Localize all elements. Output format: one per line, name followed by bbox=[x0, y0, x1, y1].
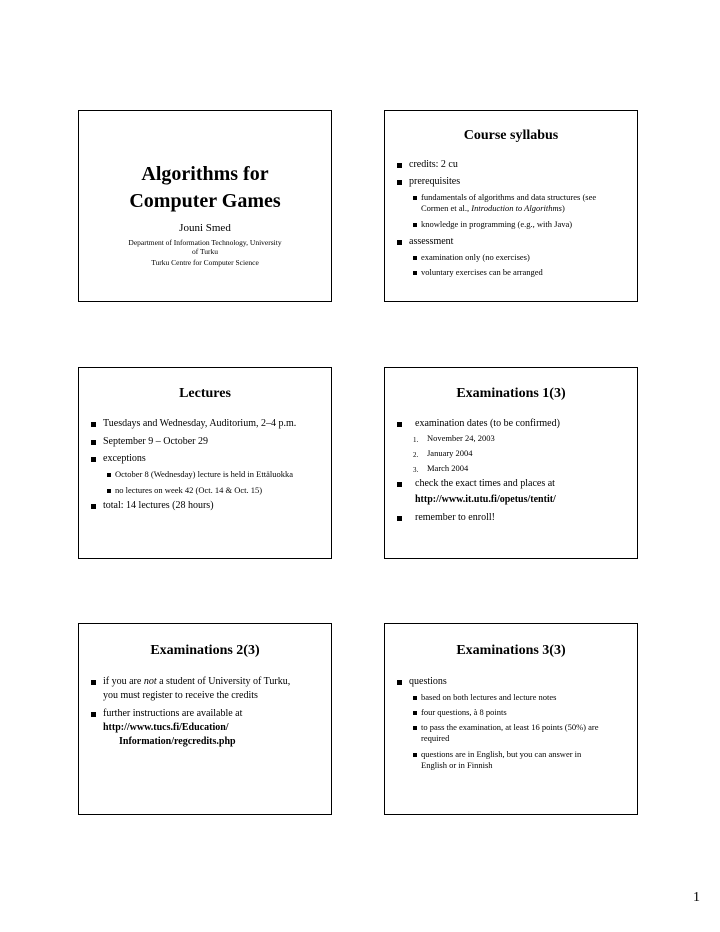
bullet-text: September 9 – October 29 bbox=[103, 436, 208, 447]
sub-bullet-text: to pass the examination, at least 16 points (50%) are bbox=[421, 722, 599, 732]
text-run: Cormen et al., bbox=[421, 203, 472, 213]
bullet-icon bbox=[397, 482, 402, 487]
bullet-icon bbox=[397, 422, 402, 427]
bullet-icon bbox=[397, 240, 402, 245]
bullet-text: check the exact times and places at bbox=[415, 478, 555, 489]
sub-bullet-text: based on both lectures and lecture notes bbox=[421, 692, 557, 702]
bullet-icon bbox=[91, 712, 96, 717]
sub-bullet-text: knowledge in programming (e.g., with Java) bbox=[421, 219, 573, 229]
bullet-icon bbox=[91, 504, 96, 509]
bullet-text-cont: you must register to receive the credits bbox=[103, 690, 258, 701]
sub-bullet-text-cont bbox=[421, 203, 565, 214]
slide-heading: Examinations 3(3) bbox=[456, 643, 566, 658]
registration-link-line2[interactable]: Information/regcredits.php bbox=[119, 736, 236, 747]
sub-bullet-text: four questions, à 8 points bbox=[421, 707, 507, 717]
bullet-icon bbox=[413, 696, 417, 700]
list-number: 3. bbox=[413, 466, 419, 474]
slide-examinations-1 bbox=[384, 367, 638, 559]
bullet-text: questions bbox=[409, 676, 447, 687]
sub-bullet-text: questions are in English, but you can answer in bbox=[421, 749, 582, 759]
text-run: if you are bbox=[103, 676, 144, 687]
numbered-item: January 2004 bbox=[427, 448, 473, 458]
list-number: 2. bbox=[413, 451, 419, 459]
bullet-icon bbox=[413, 196, 417, 200]
bullet-text: exceptions bbox=[103, 453, 146, 464]
slide-examinations-3 bbox=[384, 623, 638, 815]
author-name: Jouni Smed bbox=[179, 222, 231, 234]
bullet-icon bbox=[413, 711, 417, 715]
bullet-icon bbox=[91, 680, 96, 685]
bullet-text: assessment bbox=[409, 236, 454, 247]
exam-info-link[interactable]: http://www.it.utu.fi/opetus/tentit/ bbox=[415, 494, 556, 505]
bullet-icon bbox=[413, 223, 417, 227]
bullet-text bbox=[103, 675, 290, 688]
sub-bullet-text: examination only (no exercises) bbox=[421, 252, 530, 262]
bullet-icon bbox=[413, 256, 417, 260]
sub-bullet-text: fundamentals of algorithms and data structures (see bbox=[421, 192, 597, 202]
slide-title-heading-line1: Algorithms for bbox=[141, 163, 269, 185]
page-number: 1 bbox=[693, 890, 700, 905]
bullet-icon bbox=[107, 489, 111, 493]
book-title: Introduction to Algorithms bbox=[471, 203, 562, 213]
sub-bullet-text: no lectures on week 42 (Oct. 14 & Oct. 15) bbox=[115, 485, 263, 495]
affiliation-line3: Turku Centre for Computer Science bbox=[151, 258, 259, 267]
registration-link-line1[interactable]: http://www.tucs.fi/Education/ bbox=[103, 722, 229, 733]
slide-examinations-2 bbox=[78, 623, 332, 815]
slide-heading: Examinations 1(3) bbox=[456, 386, 566, 401]
bullet-icon bbox=[397, 680, 402, 685]
bullet-icon bbox=[91, 440, 96, 445]
affiliation-line2: of Turku bbox=[191, 247, 219, 256]
bullet-icon bbox=[413, 753, 417, 757]
sub-bullet-text: October 8 (Wednesday) lecture is held in Ettäluokka bbox=[115, 469, 293, 479]
bullet-text: prerequisites bbox=[409, 176, 461, 187]
bullet-text: total: 14 lectures (28 hours) bbox=[103, 500, 214, 511]
list-number: 1. bbox=[413, 436, 419, 444]
bullet-icon bbox=[91, 422, 96, 427]
slide-heading: Lectures bbox=[179, 386, 231, 401]
sub-bullet-text: voluntary exercises can be arranged bbox=[421, 267, 543, 277]
numbered-item: March 2004 bbox=[427, 463, 469, 473]
sub-bullet-text-cont: English or in Finnish bbox=[421, 760, 493, 770]
bullet-text: credits: 2 cu bbox=[409, 159, 458, 170]
slide-lectures bbox=[78, 367, 332, 559]
emphasis: not bbox=[143, 676, 157, 687]
text-run: ) bbox=[561, 203, 565, 213]
slide-title bbox=[78, 110, 332, 302]
bullet-text: further instructions are available at bbox=[103, 708, 243, 719]
slide-title-heading-line2: Computer Games bbox=[129, 190, 281, 212]
bullet-icon bbox=[397, 163, 402, 168]
slide-heading: Examinations 2(3) bbox=[150, 643, 260, 658]
bullet-icon bbox=[107, 473, 111, 477]
affiliation-line1: Department of Information Technology, University bbox=[128, 238, 282, 247]
bullet-icon bbox=[397, 516, 402, 521]
bullet-icon bbox=[413, 726, 417, 730]
slide-heading: Course syllabus bbox=[463, 128, 559, 143]
bullet-text: examination dates (to be confirmed) bbox=[415, 418, 560, 429]
sub-bullet-text-cont: required bbox=[421, 733, 450, 743]
numbered-item: November 24, 2003 bbox=[427, 433, 495, 443]
bullet-icon bbox=[397, 180, 402, 185]
slide-course-syllabus bbox=[384, 110, 638, 302]
bullet-icon bbox=[91, 457, 96, 462]
bullet-text: remember to enroll! bbox=[415, 512, 495, 523]
bullet-icon bbox=[413, 271, 417, 275]
text-run: a student of University of Turku, bbox=[156, 676, 291, 687]
bullet-text: Tuesdays and Wednesday, Auditorium, 2–4 p.m. bbox=[103, 418, 297, 429]
